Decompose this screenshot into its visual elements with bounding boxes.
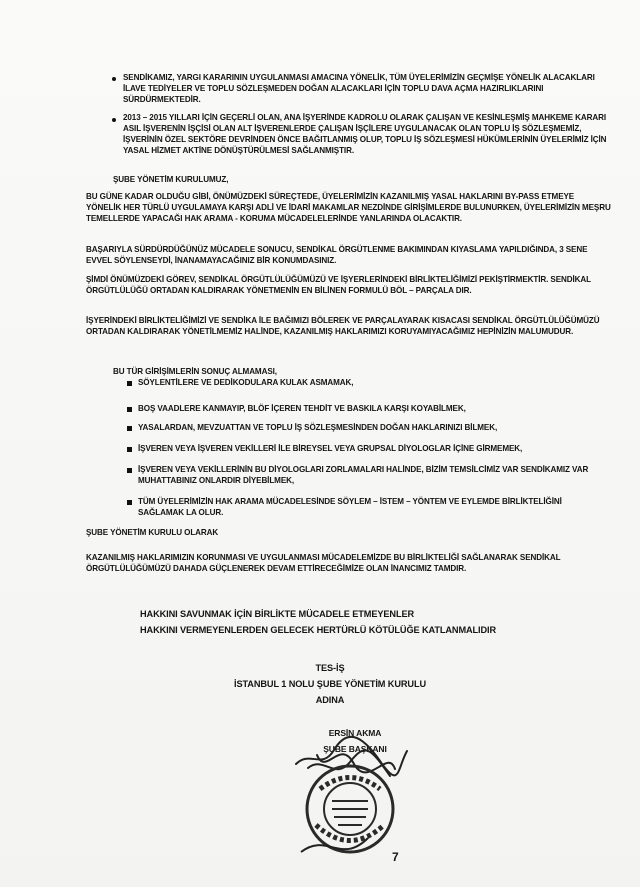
mid-bullet-1: SÖYLENTİLERE VE DEDİKODULARA KULAK ASMAMAK, [138,378,354,387]
page-mark: 7 [392,850,399,864]
bullet-square [127,447,132,452]
paragraph-duty: ŞİMDİ ÖNÜMÜZDEKİ GÖREV, SENDİKAL ÖRGÜTLÜLÜĞÜMÜZÜ VE İŞYERLERİNDEKİ BİRLİKTELİĞİMİZİ PEKİŞTİRMEKTİR. SENDİKAL ÖRGÜTLÜLÜĞÜ ORTADAN KALDIRARAK YÖNETMENİN EN BİLİNEN FORMULÜ BÖL – PARÇALA DIR. [86,275,591,295]
paragraph-unity: İŞYERİNDEKİ BİRLİKTELİĞİMİZİ VE SENDİKA İLE BAĞIMIZI BÖLEREK VE PARÇALAYARAK KISACASI SENDİKAL ÖRGÜTLÜLÜĞÜMÜZÜ ORTADAN KALDIRARAK YÖNETİLMEMİZ HALİNDE, KAZANILMIŞ HAKLARIMIZI KORUYAMIYACAĞIMIZ HEPİNİZİN MALUMUDUR. [86,316,600,336]
signer-title: ŞUBE BAŞKANI [323,744,387,754]
bullet-square [127,500,132,505]
bullet-square [127,426,132,431]
paragraph-closing: KAZANILMIŞ HAKLARIMIZIN KORUNMASI VE UYGULANMASI MÜCADELEMİZDE BU BİRLİKTELİĞİ SAĞLANARAK SENDİKAL ÖRGÜTLÜLÜĞÜMÜZÜ DAHADA GÜÇLENEREK DEVAM ETTİRECEĞİMİZE OLAN İNANCIMIZ TAMDIR. [86,553,561,573]
org-branch: İSTANBUL 1 NOLU ŞUBE YÖNETİM KURULU [234,679,426,689]
signer-name: ERSİN AKMA [328,728,382,738]
mid-bullet-3: YASALARDAN, MEVZUATTAN VE TOPLU İŞ SÖZLEŞMESİNDEN DOĞAN HAKLARINIZI BİLMEK, [138,423,498,432]
paragraph-board: ŞUBE YÖNETİM KURULU OLARAK [86,528,219,537]
bullet-dot [112,77,116,81]
signature-icon [296,737,407,776]
motto-line-2: HAKKINI VERMEYENLERDEN GELECEK HERTÜRLÜ KÖTÜLÜĞE KATLANMALIDIR [140,625,497,635]
org-name: TES-İŞ [315,663,345,673]
mid-bullet-2: BOŞ VAADLERE KANMAYIP, BLÖF İÇEREN TEHDİT VE BASKILA KARŞI KOYABİLMEK, [138,404,466,413]
mid-bullet-6: TÜM ÜYELERİMİZİN HAK ARAMA MÜCADELESİNDE SÖYLEM – İSTEM – YÖNTEM VE EYLEMDE BİRLİKTELİĞİNİ SAĞLAMAK LA OLUR. [138,497,562,517]
bullet-dot [112,118,116,122]
bullet-square [127,407,132,412]
bullet-square [127,381,132,386]
paragraph-conditions: BU TÜR GİRİŞİMLERİN SONUÇ ALMAMASI, [113,367,277,376]
paragraph-intro: BU GÜNE KADAR OLDUĞU GİBİ, ÖNÜMÜZDEKİ SÜREÇTEDE, ÜYELERİMİZİN KAZANILMIŞ YASAL HAKLARINI BY-PASS ETMEYE YÖNELİK HER TÜRLÜ UYGULAMAYA KARŞI ADLİ VE İDARİ MAKAMLAR NEZDİNDE GİRİŞİMLERDE BULUNURKEN, ÜYELERİMİZİN MEŞRU TEMELLERDE YAPACAĞI HAK ARAMA - KORUMA MÜCADELELERİNDE YANLARINDA OLACAKTIR. [86,192,611,223]
top-bullet-1: SENDİKAMIZ, YARGI KARARININ UYGULANMASI AMACINA YÖNELİK, TÜM ÜYELERİMİZİN GEÇMİŞE YÖNELİK ALACAKLARI İLAVE TEDİYELER VE TOPLU SÖZLEŞMEDEN DOĞAN ALACAKLARI İÇİN TOPLU DAVA AÇMA HAZIRLIKLARINI SÜRDÜRMEKTEDİR. [123,73,595,104]
bullet-square [127,468,132,473]
motto-line-1: HAKKINI SAVUNMAK İÇİN BİRLİKTE MÜCADELE ETMEYENLER [140,609,415,619]
mid-bullet-5: İŞVEREN VEYA VEKİLLERİNİN BU DİYOLOGLARI ZORLAMALARI HALİNDE, BİZİM TEMSİLCİMİZ VAR SENDİKAMIZ VAR MUHATTABINIZ ONLARDIR DİYEBİLMEK, [138,465,589,485]
mid-bullet-4: İŞVEREN VEYA İŞVEREN VEKİLLERİ İLE BİREYSEL VEYA GRUPSAL DİYOLOGLAR İÇİNE GİRMEMEK, [138,444,523,453]
official-seal-icon [301,766,393,852]
top-bullet-2: 2013 – 2015 YILLARI İÇİN GEÇERLİ OLAN, ANA İŞYERİNDE KADROLU OLARAK ÇALIŞAN VE KESİNLEŞMİŞ MAHKEME KARARI ASIL İŞVERENİN İŞÇİSİ OLAN ALT İŞVERENLERDE ÇALIŞAN İŞÇİLERE UYGULANACAK OLAN TOPLU İŞ SÖZLEŞMEMİZ, İŞVERİNİN ÖZEL SEKTÖRE DEVRİNDEN ÖNCE BAĞITLANMIŞ OLUP, TOPLU İŞ SÖZLEŞMESİ HÜKÜMLERİNİN ÜYELERİMİZ İÇİN YASAL HİZMET AKTİNE DÖNÜŞTÜRÜLMESİ SAĞLANMIŞTIR. [123,113,607,155]
paragraph-heading: ŞUBE YÖNETİM KURULUMUZ, [113,175,229,184]
paragraph-success: BAŞARIYLA SÜRDÜRDÜĞÜNÜZ MÜCADELE SONUCU, SENDİKAL ÖRGÜTLENME BAKIMINDAN KIYASLAMA YAPILDIĞINDA, 3 SENE EVVEL SÖYLENSEYDİ, İNANAMAYACAĞINIZ BİR KONUMDASINIZ. [86,245,588,265]
org-adina: ADINA [315,695,345,705]
